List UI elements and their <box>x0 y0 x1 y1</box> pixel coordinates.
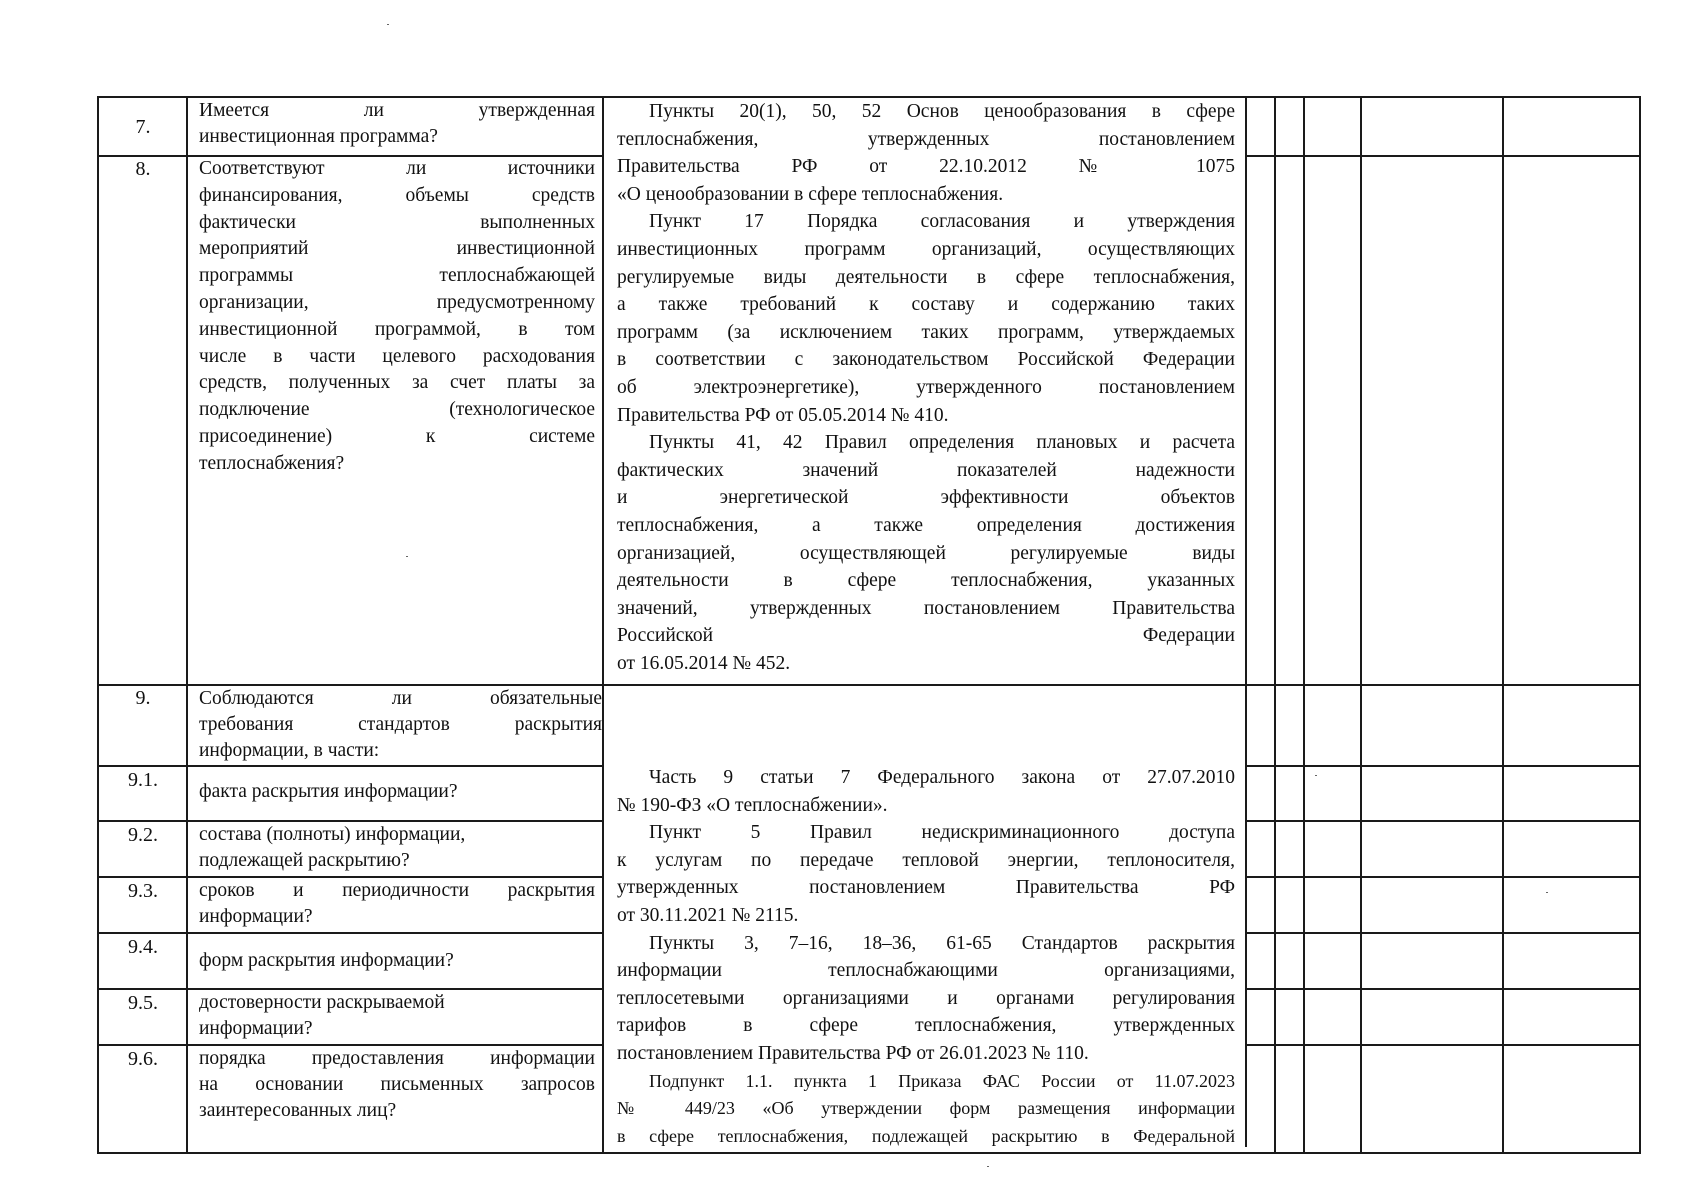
question-7 <box>199 98 595 150</box>
reference-line: теплосетевыми организациями и органами регулирования <box>617 987 1235 1009</box>
reference-line: Часть 9 статьи 7 Федерального закона от 27.07.2010 <box>649 767 1235 788</box>
question-line: программы теплоснабжающей <box>199 265 595 287</box>
legal-references-9 <box>617 764 1235 1150</box>
question-line: организации, предусмотренному <box>199 291 595 313</box>
reference-line: Правительства РФ от 22.10.2012 № 1075 <box>617 156 1235 178</box>
reference-line: к услугам по передаче тепловой энергии, теплоносителя, <box>617 849 1235 871</box>
reference-line: организацией, осуществляющей регулируемые виды <box>617 542 1235 564</box>
row-number: 9.1. <box>128 769 158 791</box>
reference-line: теплоснабжения, а также определения достижения <box>617 514 1235 536</box>
reference-line: Пункты 3, 7–16, 18–36, 61-65 Стандартов раскрытия <box>649 932 1235 954</box>
row-number: 9.6. <box>128 1048 158 1070</box>
reference-line: деятельности в сфере теплоснабжения, указанных <box>617 570 1235 592</box>
reference-line: значений, утвержденных постановлением Правительства <box>617 597 1235 619</box>
row-number: 8. <box>135 158 151 180</box>
question-line: мероприятий инвестиционной <box>199 238 595 260</box>
reference-line: № 190-ФЗ «О теплоснабжении». <box>617 794 888 816</box>
question-line: состава (полноты) информации, <box>199 824 466 845</box>
question-line: на основании письменных запросов <box>199 1074 595 1096</box>
question-line: теплоснабжения? <box>199 452 345 474</box>
question-line: достоверности раскрываемой <box>199 992 445 1013</box>
reference-line: № 449/23 «Об утверждении форм размещения информации <box>617 1098 1235 1119</box>
question-8 <box>199 156 595 478</box>
reference-line: тарифов в сфере теплоснабжения, утвержденных <box>617 1015 1235 1037</box>
question-9-6 <box>199 1046 595 1125</box>
reference-line: Подпункт 1.1. пункта 1 Приказа ФАС России от 11.07.2023 <box>649 1070 1235 1091</box>
legal-references-7-8 <box>617 98 1235 677</box>
reference-line: программ (за исключением таких программ, утверждаемых <box>617 321 1235 343</box>
row-number: 9. <box>135 687 151 709</box>
question-9-2 <box>199 822 595 874</box>
question-line: средств, полученных за счет платы за <box>199 372 595 394</box>
reference-line: Пункты 20(1), 50, 52 Основ ценообразования в сфере <box>649 101 1235 122</box>
question-line: Имеется ли утвержденная <box>199 100 595 121</box>
reference-line: Пункт 17 Порядка согласования и утверждения <box>649 211 1235 233</box>
question-line: инвестиционная программа? <box>199 126 438 148</box>
reference-line: Правительства РФ от 05.05.2014 № 410. <box>617 404 949 426</box>
reference-line: от 16.05.2014 № 452. <box>617 652 791 674</box>
reference-line: Российской Федерации <box>617 625 1235 647</box>
question-line: подлежащей раскрытию? <box>199 850 410 872</box>
row-number: 9.5. <box>128 992 158 1014</box>
question-line: числе в части целевого расходования <box>199 345 595 367</box>
reference-line: Пункты 41, 42 Правил определения плановых и расчета <box>649 432 1235 454</box>
question-line: факта раскрытия информации? <box>199 781 458 802</box>
question-line: информации, в части: <box>199 740 380 762</box>
row-number: 9.2. <box>128 824 158 846</box>
question-9-1 <box>199 779 595 805</box>
question-line: требования стандартов раскрытия <box>199 714 602 736</box>
reference-line: постановлением Правительства РФ от 26.01.2023 № 110. <box>617 1042 1089 1064</box>
reference-line: регулируемые виды деятельности в сфере теплоснабжения, <box>617 266 1235 288</box>
reference-line: от 30.11.2021 № 2115. <box>617 904 799 926</box>
question-line: информации? <box>199 906 313 928</box>
question-line: инвестиционной программой, в том <box>199 318 595 340</box>
reference-line: информации теплоснабжающими организациями, <box>617 960 1235 982</box>
reference-line: и энергетической эффективности объектов <box>617 487 1235 509</box>
question-line: финансирования, объемы средств <box>199 184 595 206</box>
question-line: информации? <box>199 1018 313 1040</box>
reference-line: а также требований к составу и содержанию таких <box>617 294 1235 316</box>
question-line: Соответствуют ли источники <box>199 158 595 179</box>
reference-line: об электроэнергетике), утвержденного постановлением <box>617 376 1235 398</box>
reference-line: Пункт 5 Правил недискриминационного доступа <box>649 822 1235 844</box>
reference-line: «О ценообразовании в сфере теплоснабжения. <box>617 183 1004 205</box>
question-line: подключение (технологическое <box>199 399 595 421</box>
question-line: фактически выполненных <box>199 211 595 233</box>
reference-line: в соответствии с законодательством Российской Федерации <box>617 349 1235 371</box>
row-number: 9.4. <box>128 936 158 958</box>
question-9-3 <box>199 878 595 930</box>
question-9-4 <box>199 948 595 974</box>
reference-line: утвержденных постановлением Правительства РФ <box>617 877 1235 899</box>
reference-line: теплоснабжения, утвержденных постановлением <box>617 128 1235 150</box>
reference-line: в сфере теплоснабжения, подлежащей раскрытию в Федеральной <box>617 1125 1235 1146</box>
question-line: сроков и периодичности раскрытия <box>199 880 595 901</box>
question-line: порядка предоставления информации <box>199 1048 595 1069</box>
reference-line: инвестиционных программ организаций, осуществляющих <box>617 238 1235 260</box>
row-number: 7. <box>135 116 151 138</box>
reference-line: фактических значений показателей надежности <box>617 459 1235 481</box>
question-line: заинтересованных лиц? <box>199 1100 397 1122</box>
question-line: Соблюдаются ли обязательные <box>199 688 602 709</box>
row-number: 9.3. <box>128 880 158 902</box>
question-line: присоединение) к системе <box>199 425 595 447</box>
question-9-5 <box>199 990 595 1042</box>
question-9 <box>199 686 602 765</box>
question-line: форм раскрытия информации? <box>199 950 454 971</box>
